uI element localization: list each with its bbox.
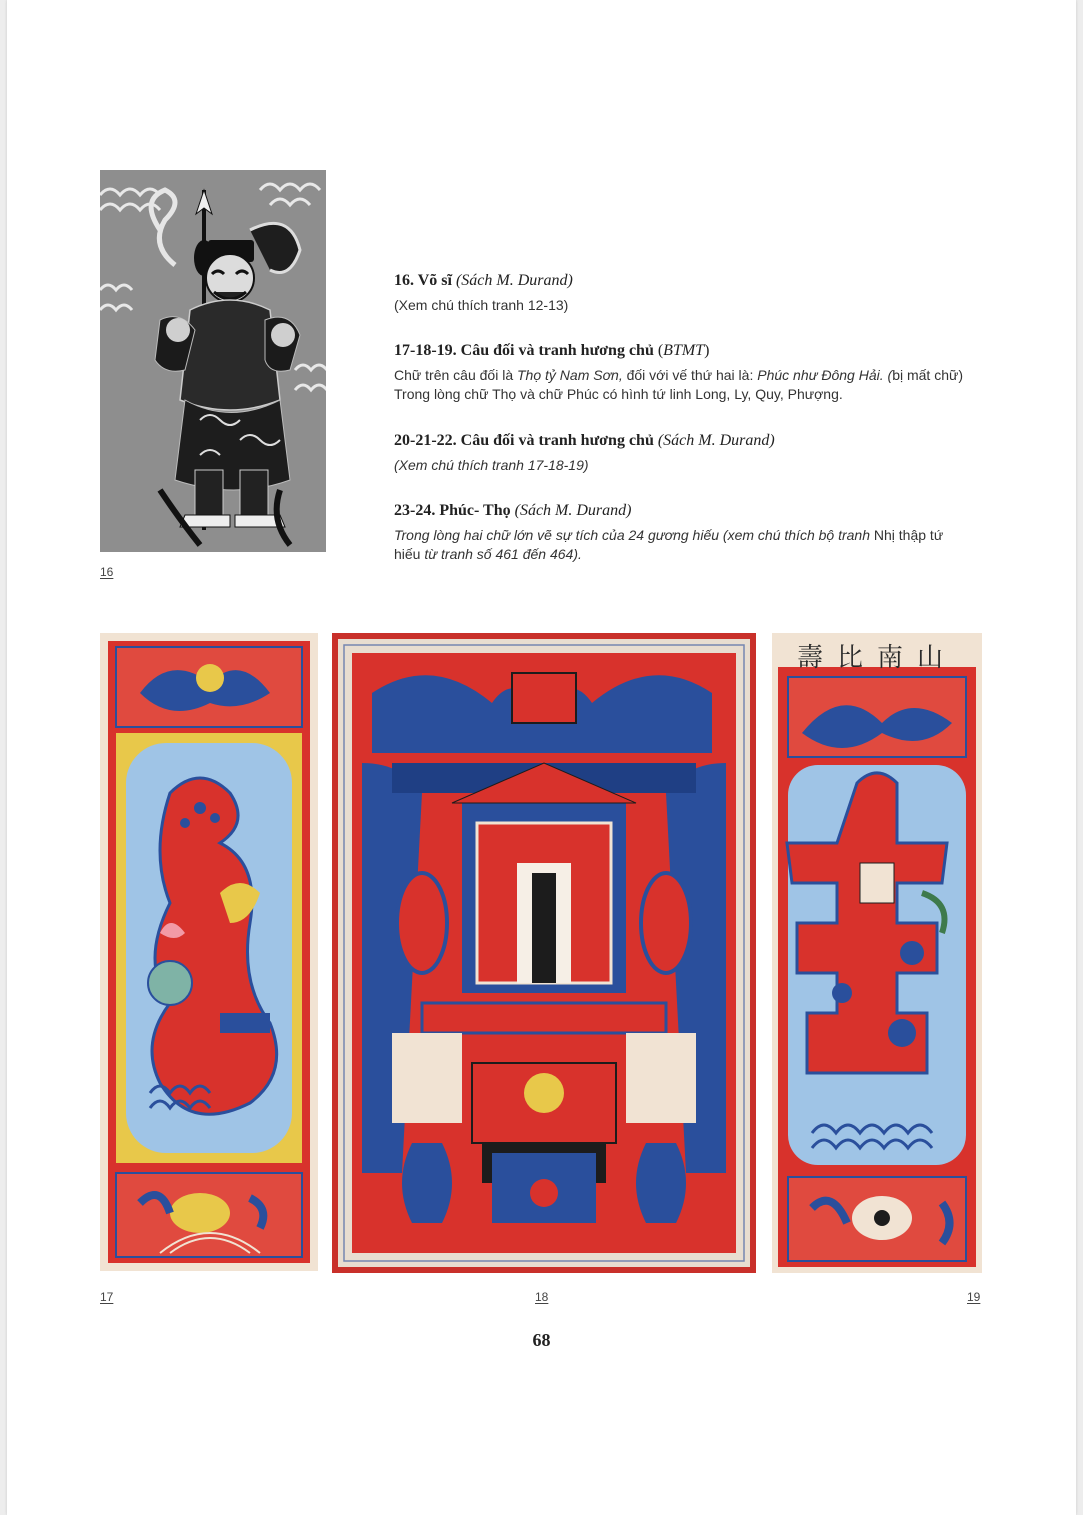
page-number: 68 (532, 1330, 551, 1350)
caption-23-24 (394, 502, 969, 564)
figure-number-16: 16 (100, 565, 114, 579)
figure-19-couplet-image (772, 633, 982, 1273)
caption-title: 20-21-22. Câu đối và tranh hương chủ (Sách M. Durand) (394, 432, 775, 449)
couplet-characters: 壽比南山 (796, 643, 957, 673)
figure-number-19: 19 (967, 1290, 981, 1304)
caption-body: (Xem chú thích tranh 17-18-19) (394, 457, 589, 473)
figure-17-couplet-image (100, 633, 318, 1271)
caption-body: (Xem chú thích tranh 12-13) (394, 297, 569, 313)
caption-20-21-22 (394, 432, 969, 475)
caption-body: Trong lòng hai chữ lớn vẽ sự tích của 24 gương hiếu (xem chú thích bộ tranh Nhị thập tứ hiếu từ tranh số 461 đến 464). (394, 527, 944, 562)
figure-number-17: 17 (100, 1290, 114, 1304)
figure-16-warrior-image (100, 170, 326, 552)
figure-18-altar-image (332, 633, 756, 1273)
caption-body: Chữ trên câu đối là Thọ tỷ Nam Sơn, đối với vế thứ hai là: Phúc như Đông Hải. (bị mất chữ) Trong lòng chữ Thọ và chữ Phúc có hình tứ linh Long, Ly, Quy, Phượng. (394, 367, 964, 402)
caption-17-18-19 (394, 342, 969, 404)
figure-number-18: 18 (535, 1290, 549, 1304)
caption-16 (394, 272, 969, 315)
caption-title: 16. Võ sĩ (Sách M. Durand) (394, 272, 573, 289)
page (7, 0, 1076, 1515)
caption-title: 17-18-19. Câu đối và tranh hương chủ (BTMT) (394, 342, 710, 359)
caption-title: 23-24. Phúc- Thọ (Sách M. Durand) (394, 502, 632, 519)
